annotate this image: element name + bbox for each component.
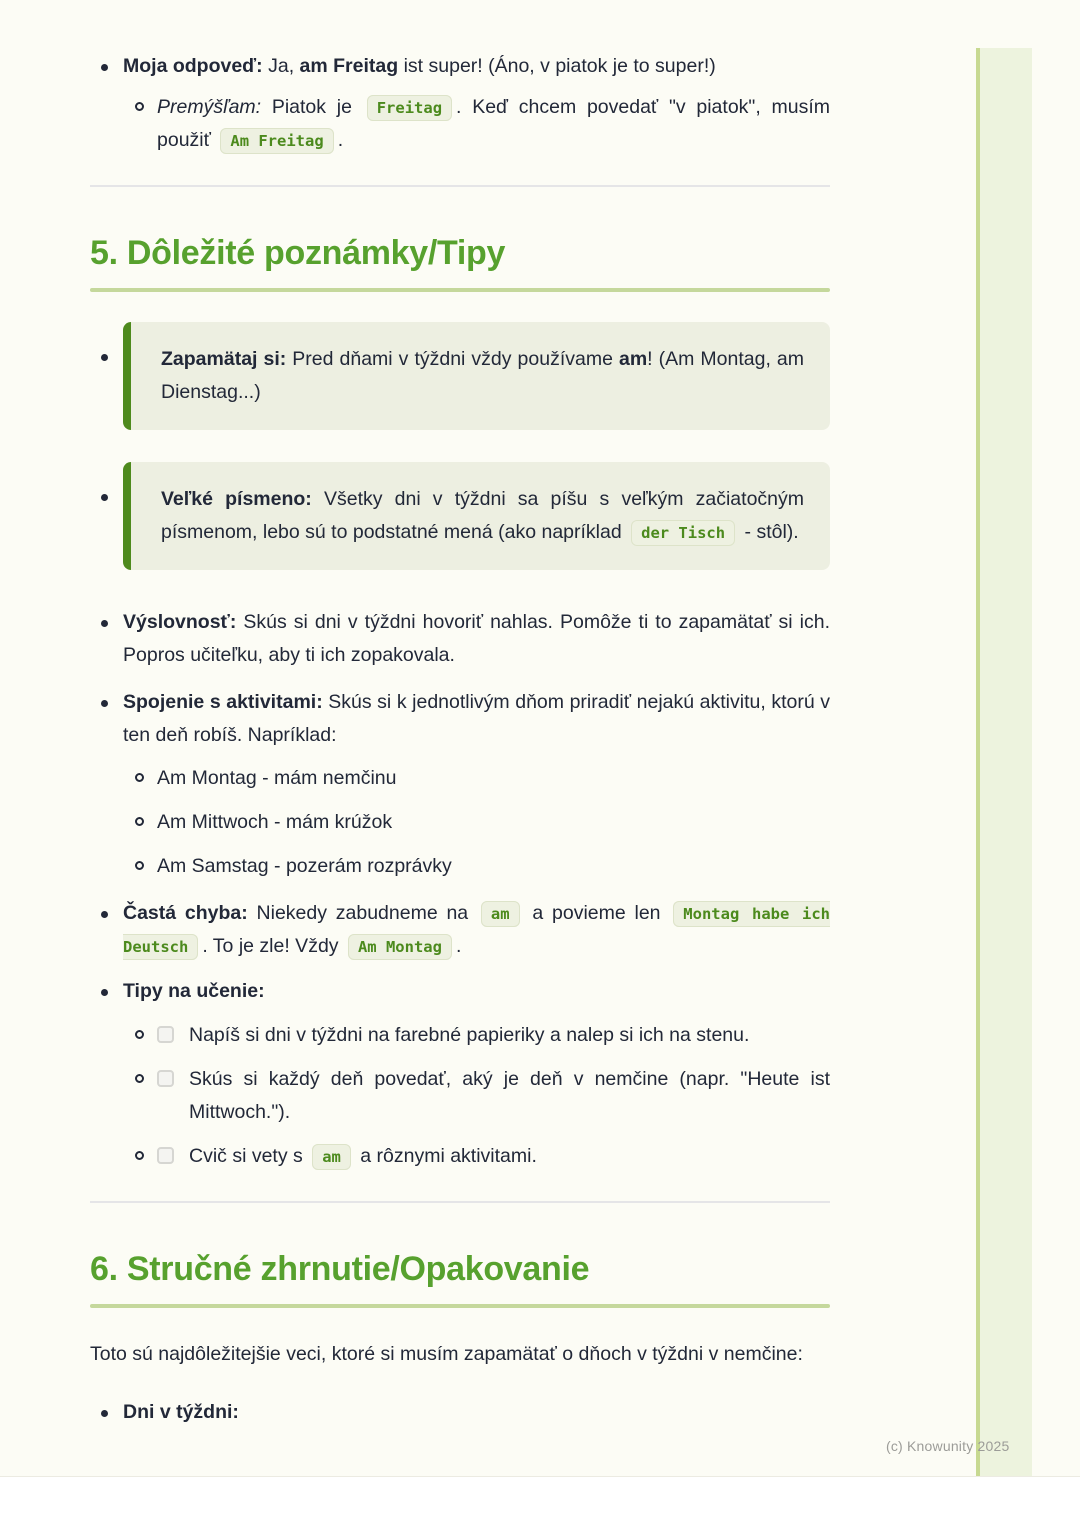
think-text — [157, 91, 830, 157]
think-item — [135, 91, 830, 157]
sub-bullet-marker — [135, 1140, 157, 1160]
bullet-marker — [90, 50, 123, 71]
tips-list — [90, 606, 830, 1173]
heading-underline — [90, 1304, 830, 1308]
sub-bullet-marker — [135, 1019, 157, 1039]
answer-text — [123, 50, 830, 83]
sub-bullet-marker — [135, 762, 157, 782]
callout-item — [90, 322, 830, 430]
remember-callout — [123, 322, 830, 430]
think-label: Premýšľam: — [157, 96, 262, 118]
checkbox-cell — [157, 1019, 189, 1043]
bullet-marker — [90, 1396, 123, 1417]
section-divider — [90, 185, 830, 187]
bullet-dot-icon — [101, 1410, 108, 1417]
sub-bullet-marker — [135, 850, 157, 870]
item-label: Častá chyba: — [123, 902, 248, 924]
sub-bullet-marker — [135, 1063, 157, 1083]
mistake-item — [90, 897, 830, 963]
task-item — [135, 1019, 830, 1052]
code-chip: Am Montag — [348, 934, 452, 960]
think-segment: Piatok je — [261, 96, 363, 118]
pronunciation-item — [90, 606, 830, 672]
heading-underline — [90, 288, 830, 292]
section5-heading: 5. Dôležité poznámky/Tipy — [90, 234, 506, 272]
capitalization-callout — [123, 462, 830, 570]
task-text: Napíš si dni v týždni na farebné papieriky a nalep si ich na stenu. — [189, 1024, 750, 1046]
circle-bullet-icon — [135, 861, 144, 870]
mistake-text — [123, 897, 830, 963]
bullet-dot-icon — [101, 494, 108, 501]
answer-item — [90, 50, 830, 83]
page-content — [90, 0, 830, 1429]
checkbox-cell — [157, 1063, 189, 1087]
item-segment: . To je zle! Vždy — [202, 935, 344, 957]
activity-text: Am Montag - mám nemčinu — [157, 767, 397, 789]
task-text — [189, 1140, 830, 1173]
days-item — [90, 1396, 830, 1429]
checkbox-cell — [157, 1140, 189, 1164]
code-chip: Freitag — [367, 95, 452, 121]
think-segment: . Keď chcem povedať "v piatok", musím použiť — [157, 96, 830, 151]
circle-bullet-icon — [135, 1074, 144, 1083]
item-label: Tipy na učenie: — [123, 980, 265, 1002]
task-segment: Cvič si vety s — [189, 1145, 309, 1167]
task-text: Skús si každý deň povedať, aký je deň v nemčine (napr. "Heute ist Mittwoch."). — [189, 1068, 830, 1123]
callout-segment: ! (Am Montag, am Dienstag...) — [161, 348, 804, 403]
bullet-marker — [90, 975, 123, 996]
item-label: Výslovnosť: — [123, 611, 237, 633]
bullet-marker — [90, 897, 123, 918]
callout-label: Veľké písmeno: — [161, 488, 312, 510]
item-segment: . — [455, 935, 462, 957]
bullet-dot-icon — [101, 620, 108, 627]
code-chip: Montag habe ich Deutsch — [123, 901, 830, 960]
section-divider — [90, 1201, 830, 1203]
callout-segment: Všetky dni v týždni sa píšu s veľkým začiatočným písmenom, lebo sú to podstatné mená (ako napríklad — [161, 488, 804, 543]
activity-item — [135, 806, 830, 839]
circle-bullet-icon — [135, 102, 144, 111]
answer-segment: ist super! (Áno, v piatok je to super!) — [398, 55, 716, 77]
bullet-marker — [90, 606, 123, 627]
bullet-dot-icon — [101, 700, 108, 707]
bullet-marker — [90, 322, 123, 361]
activity-text: Am Mittwoch - mám krúžok — [157, 811, 393, 833]
bullet-marker — [90, 686, 123, 707]
task-item — [135, 1140, 830, 1173]
activity-item — [135, 850, 830, 883]
callout-segment: Pred dňami v týždni vždy používame — [286, 348, 619, 370]
callout-segment: - stôl). — [739, 521, 799, 543]
circle-bullet-icon — [135, 817, 144, 826]
task-segment: a rôznymi aktivitami. — [354, 1145, 537, 1167]
copyright-watermark: (c) Knowunity 2025 — [886, 1438, 1010, 1454]
activities-intro-text — [123, 686, 830, 752]
callout-item — [90, 462, 830, 570]
circle-bullet-icon — [135, 1151, 144, 1160]
learning-tips-item — [90, 975, 830, 1008]
item-segment: Niekedy zabudneme na — [247, 902, 477, 924]
learning-tips-label — [123, 975, 830, 1008]
task-checkbox[interactable] — [157, 1026, 174, 1043]
item-segment: Skús si k jednotlivým dňom priradiť nejakú aktivitu, ktorú v ten deň robíš. Napríklad: — [123, 691, 830, 746]
item-segment: a povieme len — [523, 902, 670, 924]
sub-bullet-marker — [135, 806, 157, 826]
task-checkbox[interactable] — [157, 1147, 174, 1164]
circle-bullet-icon — [135, 773, 144, 782]
code-chip: der Tisch — [631, 520, 735, 546]
page-edge-strip — [976, 48, 1032, 1477]
activities-intro-item — [90, 686, 830, 752]
task-checkbox[interactable] — [157, 1070, 174, 1087]
answer-label: Moja odpoveď: — [123, 55, 263, 77]
callout-bold-phrase: am — [618, 348, 648, 370]
pronunciation-text — [123, 606, 830, 672]
bullet-dot-icon — [101, 989, 108, 996]
think-segment: . — [337, 129, 344, 151]
answer-bold-phrase: am Freitag — [299, 55, 399, 77]
circle-bullet-icon — [135, 1030, 144, 1039]
callout-label: Zapamätaj si: — [161, 348, 287, 370]
answer-segment: Ja, — [262, 55, 300, 77]
code-chip: Am Freitag — [220, 128, 333, 154]
activity-item — [135, 762, 830, 795]
summary-paragraph: Toto sú najdôležitejšie veci, ktoré si musím zapamätať o dňoch v týždni v nemčine: — [90, 1343, 803, 1365]
code-chip: am — [481, 901, 520, 927]
bullet-dot-icon — [101, 354, 108, 361]
activity-text: Am Samstag - pozerám rozprávky — [157, 855, 452, 877]
code-chip: am — [312, 1144, 351, 1170]
bullet-dot-icon — [101, 64, 108, 71]
bullet-dot-icon — [101, 911, 108, 918]
days-label: Dni v týždni: — [123, 1401, 239, 1423]
sub-bullet-marker — [135, 91, 157, 111]
item-segment: Skús si dni v týždni hovoriť nahlas. Pomôže ti to zapamätať si ich. Popros učiteľku, aby ti ich zopakovala. — [123, 611, 830, 666]
bullet-marker — [90, 462, 123, 501]
item-label: Spojenie s aktivitami: — [123, 691, 323, 713]
task-item — [135, 1063, 830, 1129]
section6-heading: 6. Stručné zhrnutie/Opakovanie — [90, 1250, 590, 1288]
